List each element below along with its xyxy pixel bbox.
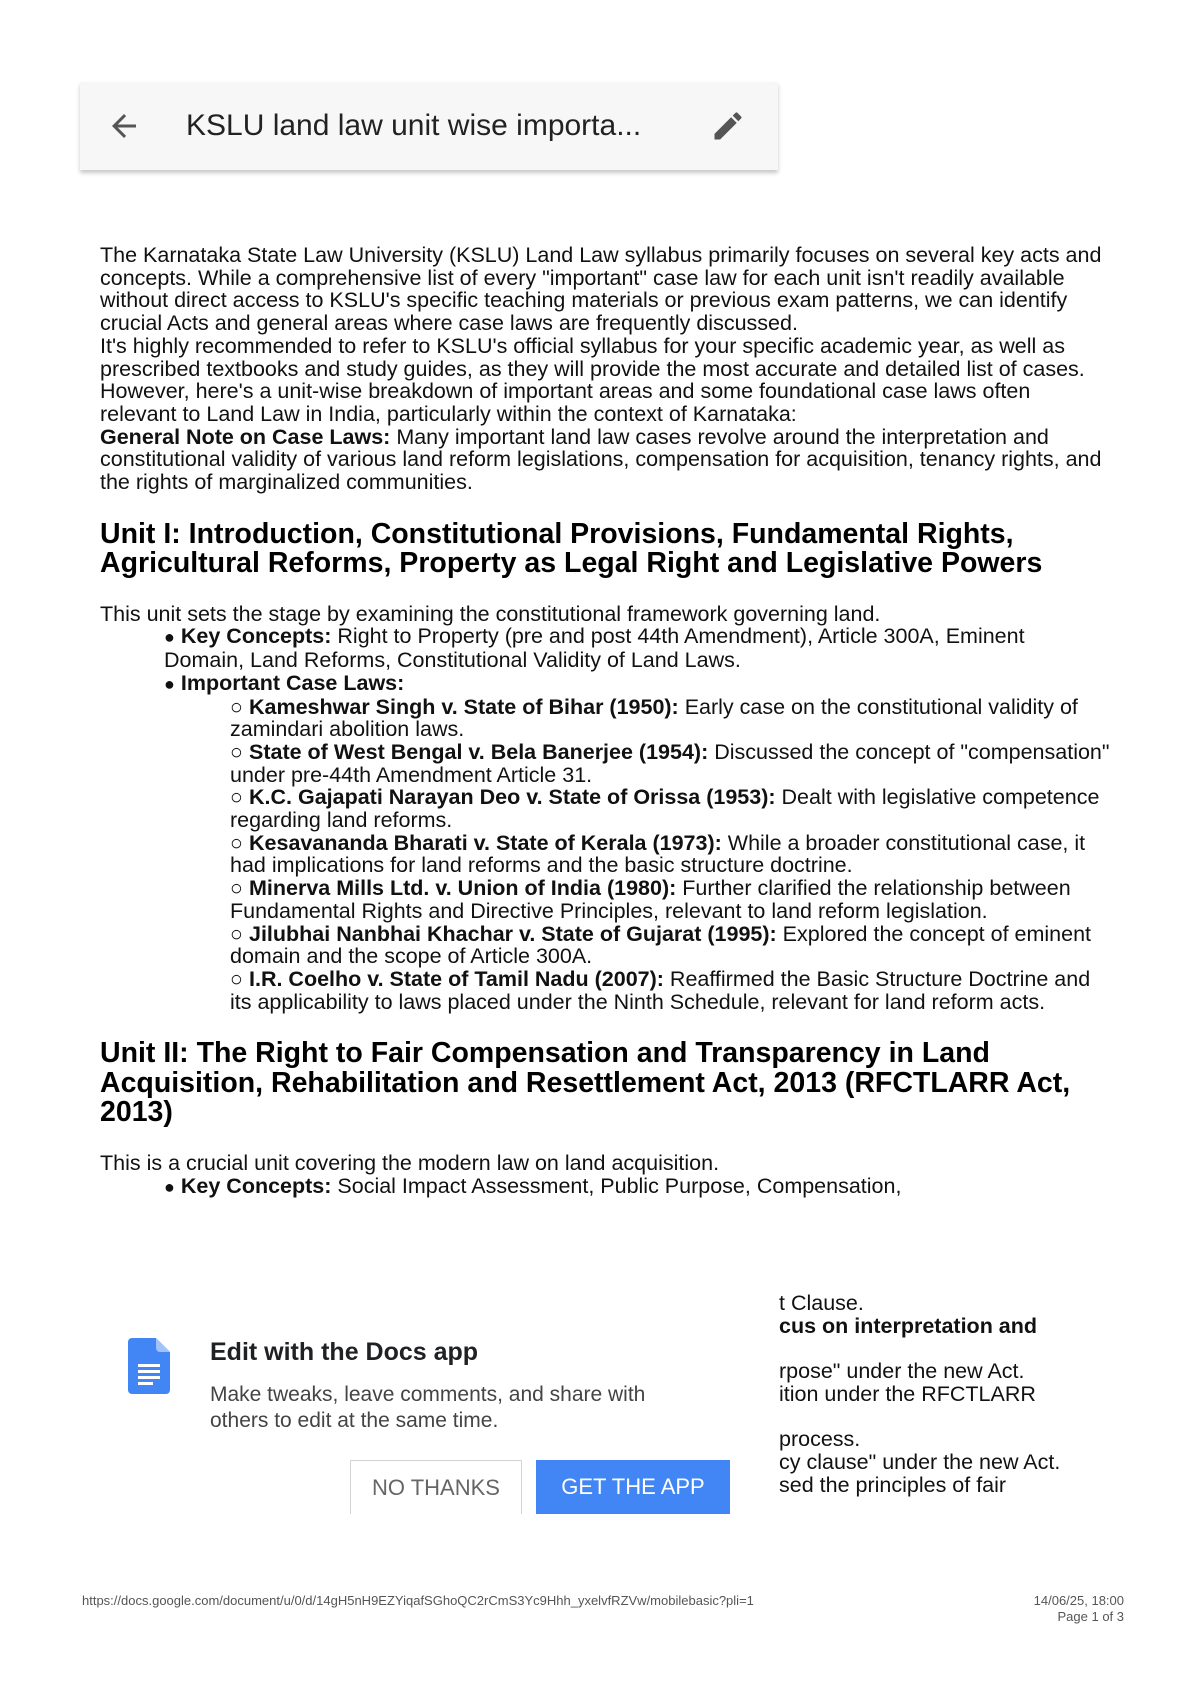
unit-1-heading: Unit I: Introduction, Constitutional Provisions, Fundamental Rights, Agricultural Reforms, Property as Legal Right and Legislative Powers <box>100 517 1043 580</box>
case-item: ○ Jilubhai Nanbhai Khachar v. State of Gujarat (1995): Explored the concept of eminent domain and the scope of Article 300A. <box>230 921 1092 969</box>
case-name: State of West Bengal v. Bela Banerjee (1954): <box>249 739 709 764</box>
obscured-line: sed the principles of fair <box>779 1472 1007 1497</box>
doc-toolbar <box>80 82 778 170</box>
case-name: K.C. Gajapati Narayan Deo v. State of Orissa (1953): <box>249 785 776 810</box>
case-name: Kesavananda Bharati v. State of Kerala (1973): <box>249 830 722 855</box>
obscured-line: cy clause" under the new Act. <box>779 1449 1061 1474</box>
arrow-back-icon[interactable] <box>106 108 142 144</box>
case-list <box>164 696 1110 1014</box>
footer-page: Page 1 of 3 <box>1057 1609 1124 1624</box>
case-desc: Further clarified the relationship between Fundamental Rights and Directive Principles, relevant to land reform legislation. <box>230 876 1071 923</box>
case-name: Minerva Mills Ltd. v. Union of India (1980): <box>249 876 677 901</box>
document-body <box>100 244 1110 1198</box>
key-concepts-label: Key Concepts: <box>180 1173 332 1198</box>
unit-2-heading: Unit II: The Right to Fair Compensation and Transparency in Land Acquisition, Rehabilitation and Resettlement Act, 2013 (RFCTLARR Act, 2013) <box>100 1037 1071 1129</box>
general-note <box>100 426 1110 494</box>
list-item: ● Important Case Laws: ○ Kameshwar Singh v. State of Bihar (1950): Early case on the constitutional validity of zamindari abolition laws. ○ State of West Bengal v. Bela Banerjee (1954): Discussed the concept of "compensation" under pre-44th Amendment Article 31. ○ K.C. Gajapati Narayan Deo v. State of Orissa (1953): Dealt with legislative competence regarding land reforms. ○ Kesavananda Bharati v. State of Kerala (1973): While a broader constitutional case, it had implications for land reforms and the basic structure doctrine. ○ Minerva Mills Ltd. v. Union of India (1980): Further clarified the relationship between Fundamental Rights and Directive Principles, relevant to land reform legislation. ○ Jilubhai Nanbhai Khachar v. State of Gujarat (1995): Explored the concept of eminent domain and the scope of Article 300A. ○ I.R. Coelho v. State of Tamil Nadu (2007): Reaffirmed the Basic Structure Doctrine and its applicability to laws placed under the Ninth Schedule, relevant for land reform acts. <box>164 670 1110 1014</box>
footer-info <box>1034 1593 1124 1625</box>
case-item: ○ State of West Bengal v. Bela Banerjee (1954): Discussed the concept of "compensation" under pre-44th Amendment Article 31. <box>230 739 1110 787</box>
document-title: KSLU land law unit wise importa... <box>186 109 642 142</box>
case-desc: Reaffirmed the Basic Structure Doctrine and its applicability to laws placed under the Ninth Schedule, relevant for land reform acts. <box>230 966 1091 1014</box>
promo-description: Make tweaks, leave comments, and share with others to edit at the same time. <box>210 1383 646 1432</box>
list-item: ● Key Concepts: Right to Property (pre and post 44th Amendment), Article 300A, Eminent Domain, Land Reforms, Constitutional Validity of Land Laws. <box>164 624 1025 673</box>
footer-datetime: 14/06/25, 18:00 <box>1033 1593 1124 1608</box>
case-name: Kameshwar Singh v. State of Bihar (1950): <box>249 694 679 719</box>
promo-title: Edit with the Docs app <box>210 1338 479 1366</box>
pencil-icon[interactable] <box>710 108 746 144</box>
obscured-line: ition under the RFCTLARR <box>779 1381 1036 1406</box>
key-concepts-text: Social Impact Assessment, Public Purpose, Compensation, <box>331 1173 902 1198</box>
general-note-text: Many important land law cases revolve around the interpretation and constitutional validity of various land reform legislations, compensation for acquisition, tenancy rights, and the rights of marginalized communities. <box>100 424 1102 495</box>
google-docs-icon <box>128 1338 170 1394</box>
obscured-line: process. <box>779 1427 861 1452</box>
unit-2-list <box>100 1175 1110 1199</box>
obscured-line: cus on interpretation and <box>779 1313 1038 1338</box>
case-name: I.R. Coelho v. State of Tamil Nadu (2007): <box>249 966 664 991</box>
case-item: ○ Kameshwar Singh v. State of Bihar (1950): Early case on the constitutional validity of zamindari abolition laws. <box>230 694 1078 742</box>
case-item: ○ K.C. Gajapati Narayan Deo v. State of Orissa (1953): Dealt with legislative competence regarding land reforms. <box>230 785 1100 833</box>
case-item: ○ I.R. Coelho v. State of Tamil Nadu (2007): Reaffirmed the Basic Structure Doctrine and its applicability to laws placed under the Ninth Schedule, relevant for land reform acts. <box>230 966 1091 1014</box>
case-item: ○ Kesavananda Bharati v. State of Kerala (1973): While a broader constitutional case, it had implications for land reforms and the basic structure doctrine. <box>230 830 1086 878</box>
key-concepts-label: Key Concepts: <box>180 624 332 649</box>
case-desc: Discussed the concept of "compensation" under pre-44th Amendment Article 31. <box>230 739 1110 787</box>
case-desc: Early case on the constitutional validity of zamindari abolition laws. <box>230 694 1078 742</box>
obscured-line: rpose" under the new Act. <box>779 1359 1025 1384</box>
case-name: Jilubhai Nanbhai Khachar v. State of Gujarat (1995): <box>249 921 777 946</box>
case-desc: Explored the concept of eminent domain and the scope of Article 300A. <box>230 921 1092 969</box>
obscured-line: t Clause. <box>779 1291 864 1315</box>
general-note-label: General Note on Case Laws: <box>100 424 391 449</box>
unit-2-intro: This is a crucial unit covering the modern law on land acquisition. <box>100 1150 720 1175</box>
unit-1-list <box>100 625 1110 1013</box>
get-app-button[interactable]: GET THE APP <box>536 1460 730 1514</box>
unit-1-intro: This unit sets the stage by examining the constitutional framework governing land. <box>100 601 881 626</box>
case-desc: While a broader constitutional case, it had implications for land reforms and the basic structure doctrine. <box>230 830 1086 878</box>
case-desc: Dealt with legislative competence regarding land reforms. <box>230 785 1100 833</box>
docs-app-promo <box>80 1298 760 1514</box>
footer-url: https://docs.google.com/document/u/0/d/14gH5nH9EZYiqafSGhoQC2rCmS3Yc9Hhh_yxelvfRZVw/mobilebasic?pli=1 <box>82 1593 754 1608</box>
list-item: ● Key Concepts: Social Impact Assessment, Public Purpose, Compensation, <box>164 1173 902 1198</box>
intro-paragraph-2: It's highly recommended to refer to KSLU's official syllabus for your specific academic year, as well as prescribed textbooks and study guides, as they will provide the most accurate and detailed list of cases. However, here's a unit-wise breakdown of important areas and some foundational case laws often relevant to Land Law in India, particularly within the context of Karnataka: <box>100 333 1085 426</box>
case-laws-label: Important Case Laws: <box>180 670 405 695</box>
obscured-text <box>779 1292 1060 1496</box>
case-item: ○ Minerva Mills Ltd. v. Union of India (1980): Further clarified the relationship between Fundamental Rights and Directive Principles, relevant to land reform legislation. <box>230 876 1071 923</box>
key-concepts-text: Right to Property (pre and post 44th Amendment), Article 300A, Eminent Domain, Land Reforms, Constitutional Validity of Land Laws. <box>164 624 1025 673</box>
intro-paragraph-1: The Karnataka State Law University (KSLU) Land Law syllabus primarily focuses on several key acts and concepts. While a comprehensive list of every "important" case law for each unit isn't readily available without direct access to KSLU's specific teaching materials or previous exam patterns, we can identify crucial Acts and general areas where case laws are frequently discussed. <box>100 243 1102 336</box>
no-thanks-button[interactable]: NO THANKS <box>350 1460 522 1514</box>
